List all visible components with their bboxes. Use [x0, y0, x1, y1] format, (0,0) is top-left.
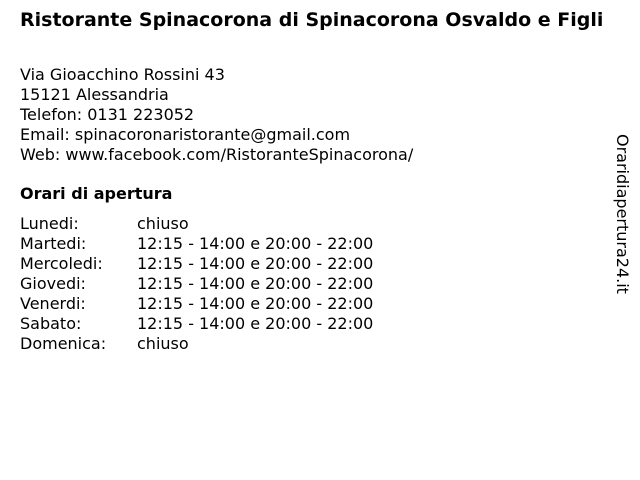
city-postal: 15121 Alessandria — [20, 85, 169, 104]
email-address: Email: spinacoronaristorante@gmail.com — [20, 125, 351, 144]
day-hours: 12:15 - 14:00 e 20:00 - 22:00 — [137, 234, 374, 253]
street-address: Via Gioacchino Rossini 43 — [20, 65, 225, 84]
website-url: Web: www.facebook.com/RistoranteSpinacorona/ — [20, 145, 414, 164]
day-hours: 12:15 - 14:00 e 20:00 - 22:00 — [137, 294, 374, 313]
day-label: Sabato: — [20, 314, 82, 333]
site-watermark: Oraridiapertura24.it — [613, 134, 632, 294]
day-label: Domenica: — [20, 334, 107, 353]
phone-number: Telefon: 0131 223052 — [20, 105, 195, 124]
day-label: Giovedi: — [20, 274, 86, 293]
opening-hours-heading: Orari di apertura — [20, 184, 173, 203]
day-hours: 12:15 - 14:00 e 20:00 - 22:00 — [137, 274, 374, 293]
day-hours: chiuso — [137, 334, 189, 353]
day-hours: 12:15 - 14:00 e 20:00 - 22:00 — [137, 254, 374, 273]
day-hours: 12:15 - 14:00 e 20:00 - 22:00 — [137, 314, 374, 333]
day-label: Martedi: — [20, 234, 87, 253]
restaurant-name: Ristorante Spinacorona di Spinacorona Osvaldo e Figli — [20, 9, 604, 31]
day-hours: chiuso — [137, 214, 189, 233]
day-label: Venerdi: — [20, 294, 86, 313]
day-label: Lunedi: — [20, 214, 79, 233]
day-label: Mercoledi: — [20, 254, 103, 273]
address-block — [20, 65, 413, 165]
